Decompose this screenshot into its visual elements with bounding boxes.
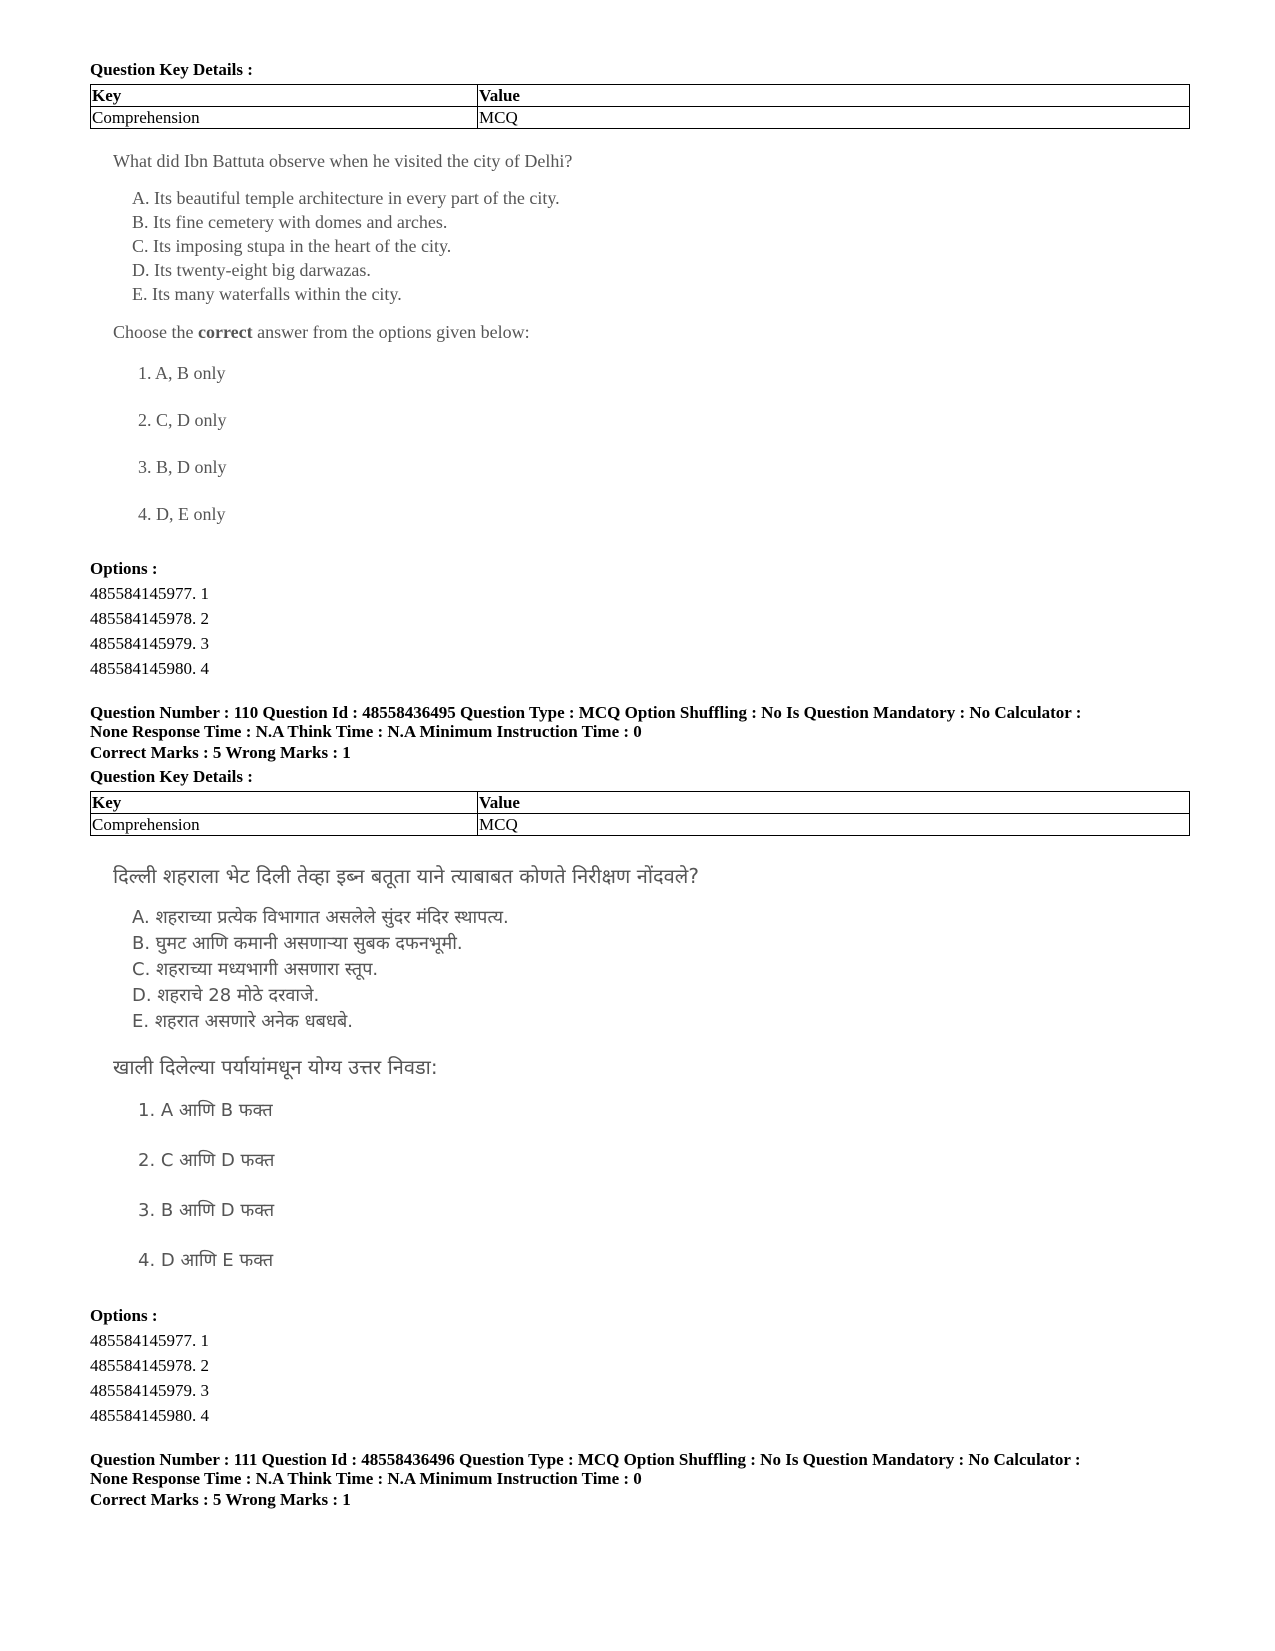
table-header-row (91, 792, 1190, 814)
question-marks: Correct Marks : 5 Wrong Marks : 1 (90, 743, 351, 762)
question-image-english (90, 151, 1190, 551)
question-image-marathi (90, 862, 1190, 1298)
choose-instruction (113, 322, 1190, 343)
choose-bold: correct (198, 322, 253, 342)
statement-a: A. शहराच्या प्रत्येक विभागात असलेले सुंदर मंदिर स्थापत्य. (132, 907, 509, 928)
choose-post: answer from the options given below: (252, 322, 530, 342)
answer-choice-4: 4. D, E only (138, 504, 226, 524)
key-details-label: Question Key Details : (90, 767, 253, 786)
answer-choice-1: 1. A आणि B फक्त (138, 1100, 273, 1121)
answer-choice-2: 2. C, D only (138, 410, 227, 430)
table-cell-key: Comprehension (91, 814, 478, 836)
question-statements (132, 905, 1190, 1035)
answer-choice-4: 4. D आणि E फक्त (138, 1250, 274, 1271)
option-id-1: 485584145977. 1 (90, 1331, 209, 1350)
question-stem: What did Ibn Battuta observe when he visited the city of Delhi? (113, 151, 573, 171)
option-id-1: 485584145977. 1 (90, 584, 209, 603)
statement-c: C. Its imposing stupa in the heart of the city. (132, 236, 452, 256)
table-col-key: Key (91, 792, 478, 814)
statement-b: B. घुमट आणि कमानी असणाऱ्या सुबक दफनभूमी. (132, 933, 463, 954)
key-details-table (90, 791, 1190, 836)
options-label: Options : (90, 1306, 158, 1325)
options-label: Options : (90, 559, 158, 578)
key-details-label: Question Key Details : (90, 60, 253, 79)
statement-e: E. शहरात असणारे अनेक धबधबे. (132, 1011, 354, 1032)
spacer (90, 681, 1190, 703)
answer-choice-3: 3. B, D only (138, 457, 227, 477)
question-statements (132, 186, 1190, 306)
option-id-3: 485584145979. 3 (90, 1381, 209, 1400)
table-cell-key: Comprehension (91, 107, 478, 129)
question-header-line1: Question Number : 111 Question Id : 48558436496 Question Type : MCQ Option Shuffling : No Is Question Mandatory : No Calculator : (90, 1450, 1081, 1469)
statement-d: D. Its twenty-eight big darwazas. (132, 260, 371, 280)
statement-e: E. Its many waterfalls within the city. (132, 284, 402, 304)
option-id-2: 485584145978. 2 (90, 609, 209, 628)
question-header-line2: None Response Time : N.A Think Time : N.A Minimum Instruction Time : 0 (90, 722, 642, 741)
table-row (91, 814, 1190, 836)
choose-pre: Choose the (113, 322, 198, 342)
answer-choices (138, 1098, 1190, 1298)
table-col-value: Value (478, 792, 1190, 814)
answer-choice-3: 3. B आणि D फक्त (138, 1200, 275, 1221)
option-id-4: 485584145980. 4 (90, 1406, 209, 1425)
table-row (91, 107, 1190, 129)
table-cell-value: MCQ (478, 107, 1190, 129)
option-id-2: 485584145978. 2 (90, 1356, 209, 1375)
table-header-row (91, 85, 1190, 107)
table-col-key: Key (91, 85, 478, 107)
table-cell-value: MCQ (478, 814, 1190, 836)
answer-choices (138, 363, 1190, 551)
page (90, 58, 1190, 1512)
question-marks: Correct Marks : 5 Wrong Marks : 1 (90, 1490, 351, 1509)
question-stem: दिल्ली शहराला भेट दिली तेव्हा इब्न बतूता याने त्याबाबत कोणते निरीक्षण नोंदवले? (113, 864, 699, 888)
statement-a: A. Its beautiful temple architecture in every part of the city. (132, 188, 560, 208)
key-details-table (90, 84, 1190, 129)
statement-b: B. Its fine cemetery with domes and arches. (132, 212, 448, 232)
statement-c: C. शहराच्या मध्यभागी असणारा स्तूप. (132, 959, 379, 980)
option-id-4: 485584145980. 4 (90, 659, 209, 678)
question-header-line1: Question Number : 110 Question Id : 48558436495 Question Type : MCQ Option Shuffling : No Is Question Mandatory : No Calculator : (90, 703, 1082, 722)
answer-choice-2: 2. C आणि D फक्त (138, 1150, 275, 1171)
statement-d: D. शहराचे 28 मोठे दरवाजे. (132, 985, 320, 1006)
choose-instruction: खाली दिलेल्या पर्यायांमधून योग्य उत्तर निवडा: (113, 1055, 438, 1079)
table-col-value: Value (478, 85, 1190, 107)
spacer (90, 1428, 1190, 1450)
option-id-3: 485584145979. 3 (90, 634, 209, 653)
question-header-line2: None Response Time : N.A Think Time : N.A Minimum Instruction Time : 0 (90, 1469, 642, 1488)
answer-choice-1: 1. A, B only (138, 363, 226, 383)
